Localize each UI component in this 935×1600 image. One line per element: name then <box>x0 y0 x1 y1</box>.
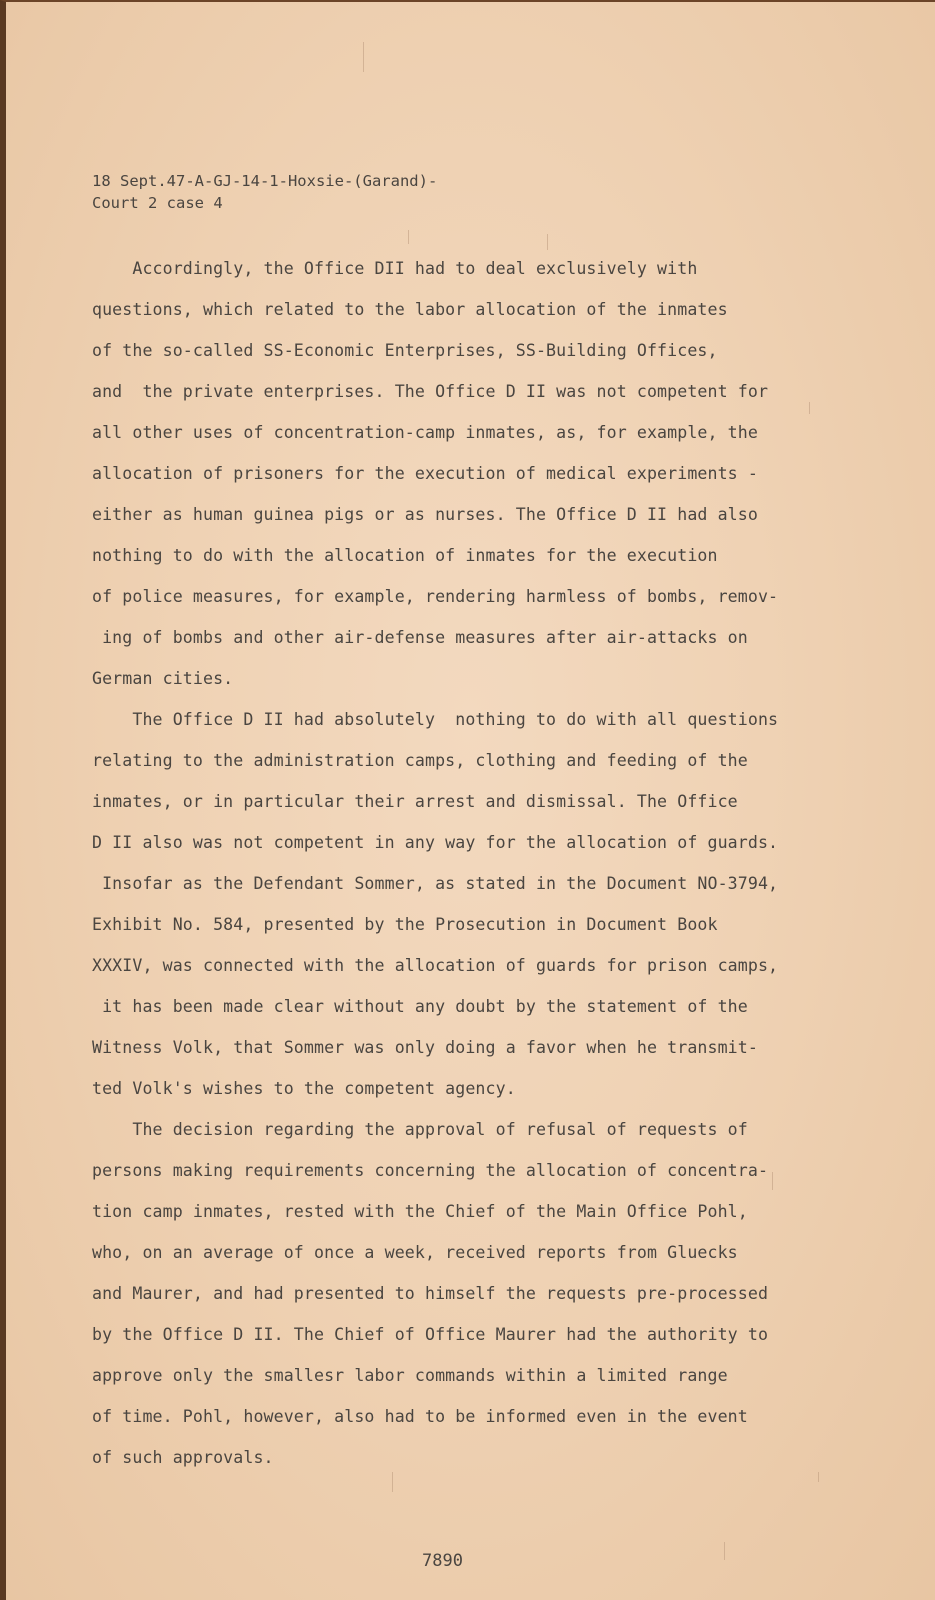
text-line: Accordingly, the Office DII had to deal exclusively with <box>92 259 698 278</box>
paper-fiber <box>408 230 409 244</box>
document-body <box>92 248 892 1478</box>
text-line: questions, which related to the labor allocation of the inmates <box>92 300 728 319</box>
text-line: The decision regarding the approval of refusal of requests of <box>92 1120 748 1139</box>
header-court-line: Court 2 case 4 <box>92 194 223 212</box>
text-line: it has been made clear without any doubt by the statement of the <box>92 997 748 1016</box>
text-line: D II also was not competent in any way for the allocation of guards. <box>92 833 779 852</box>
text-line: approve only the smallesr labor commands within a limited range <box>92 1366 728 1385</box>
text-line: ted Volk's wishes to the competent agency. <box>92 1079 516 1098</box>
page-number: 7890 <box>422 1551 463 1571</box>
text-line: allocation of prisoners for the execution of medical experiments - <box>92 464 758 483</box>
text-line: Insofar as the Defendant Sommer, as stated in the Document NO-3794, <box>92 874 779 893</box>
text-line: persons making requirements concerning the allocation of concentra- <box>92 1161 769 1180</box>
text-line: Exhibit No. 584, presented by the Prosecution in Document Book <box>92 915 718 934</box>
text-line: inmates, or in particular their arrest and dismissal. The Office <box>92 792 738 811</box>
text-line: German cities. <box>92 669 234 688</box>
text-line: ing of bombs and other air-defense measures after air-attacks on <box>92 628 748 647</box>
header-reference-line: 18 Sept.47-A-GJ-14-1-Hoxsie-(Garand)- <box>92 172 438 190</box>
text-line: and the private enterprises. The Office D II was not competent for <box>92 382 769 401</box>
text-line: of such approvals. <box>92 1448 274 1467</box>
paper-fiber <box>363 42 364 72</box>
text-line: The Office D II had absolutely nothing to do with all questions <box>92 710 779 729</box>
paper-fiber <box>724 1542 725 1560</box>
text-line: either as human guinea pigs or as nurses. The Office D II had also <box>92 505 758 524</box>
text-line: tion camp inmates, rested with the Chief of the Main Office Pohl, <box>92 1202 748 1221</box>
text-line: nothing to do with the allocation of inmates for the execution <box>92 546 718 565</box>
text-line: by the Office D II. The Chief of Office Maurer had the authority to <box>92 1325 769 1344</box>
text-line: of the so-called SS-Economic Enterprises, SS-Building Offices, <box>92 341 718 360</box>
text-line: of time. Pohl, however, also had to be informed even in the event <box>92 1407 748 1426</box>
text-line: of police measures, for example, rendering harmless of bombs, remov- <box>92 587 779 606</box>
text-line: who, on an average of once a week, received reports from Gluecks <box>92 1243 738 1262</box>
text-line: relating to the administration camps, clothing and feeding of the <box>92 751 748 770</box>
text-line: and Maurer, and had presented to himself the requests pre-processed <box>92 1284 769 1303</box>
text-line: all other uses of concentration-camp inmates, as, for example, the <box>92 423 758 442</box>
document-header <box>92 170 437 214</box>
text-line: Witness Volk, that Sommer was only doing a favor when he transmit- <box>92 1038 758 1057</box>
text-line: XXXIV, was connected with the allocation of guards for prison camps, <box>92 956 779 975</box>
